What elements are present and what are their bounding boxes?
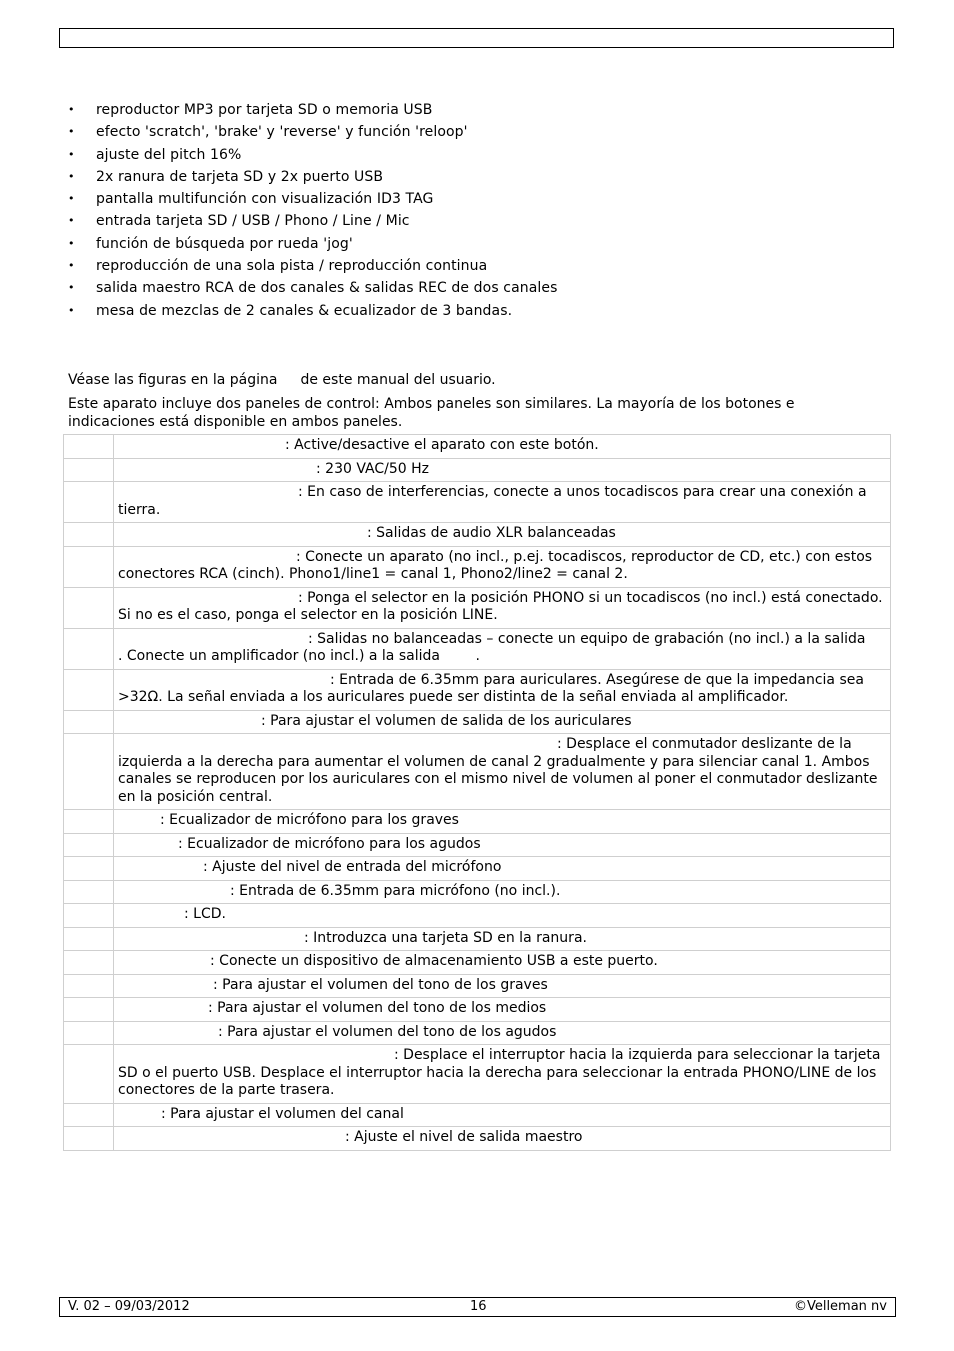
- description-text: : Conecte un dispositivo de almacenamiento USB a este puerto.: [210, 953, 658, 969]
- description-cell: [114, 1021, 891, 1045]
- features-list: [59, 99, 558, 322]
- table-row: [64, 1045, 891, 1104]
- footer-page-number: 16: [470, 1299, 487, 1314]
- feature-item: [59, 99, 558, 121]
- bullet-icon: •: [68, 259, 75, 273]
- description-cell: [114, 880, 891, 904]
- header-box: [59, 28, 894, 48]
- description-cell: [114, 710, 891, 734]
- item-number-cell: [64, 927, 114, 951]
- item-number-cell: [64, 587, 114, 628]
- table-row: [64, 587, 891, 628]
- description-cell: [114, 482, 891, 523]
- description-text: : Introduzca una tarjeta SD en la ranura.: [304, 929, 587, 946]
- description-text: : Ajuste del nivel de entrada del micrófono: [203, 859, 502, 875]
- feature-item: [59, 233, 558, 255]
- table-row: [64, 951, 891, 975]
- feature-item: [59, 255, 558, 277]
- description-cell: [114, 546, 891, 587]
- description-text: : Active/desactive el aparato con este botón.: [285, 437, 599, 453]
- description-cell: [114, 857, 891, 881]
- bullet-icon: •: [68, 281, 75, 295]
- description-cell: [114, 974, 891, 998]
- footer-version: V. 02 – 09/03/2012: [68, 1299, 190, 1314]
- table-row: [64, 458, 891, 482]
- table-row: [64, 546, 891, 587]
- item-number-cell: [64, 546, 114, 587]
- description-text: : Ponga el selector en la posición PHONO si un tocadiscos (no incl.) está conectado. Si no es el caso, ponga el selector en la posición LINE.: [118, 589, 888, 623]
- description-cell: [114, 458, 891, 482]
- footer-copyright: ©Velleman nv: [793, 1299, 887, 1314]
- description-text: : Para ajustar el volumen del canal: [161, 1105, 404, 1122]
- controls-table: [63, 434, 897, 1151]
- description-cell: [114, 951, 891, 975]
- table-row: [64, 1103, 891, 1127]
- description-cell: [114, 734, 891, 810]
- feature-text: ajuste del pitch 16%: [96, 146, 242, 163]
- feature-item: [59, 166, 558, 188]
- feature-item: [59, 277, 558, 299]
- item-number-cell: [64, 710, 114, 734]
- feature-text: función de búsqueda por rueda 'jog': [96, 235, 353, 252]
- feature-item: [59, 144, 558, 166]
- bullet-icon: •: [68, 303, 75, 317]
- description-cell: [114, 1127, 891, 1151]
- description-cell: [114, 998, 891, 1022]
- description-text: : Para ajustar el volumen del tono de los medios: [208, 1000, 547, 1016]
- item-number-cell: [64, 1127, 114, 1151]
- feature-text: salida maestro RCA de dos canales & salidas REC de dos canales: [96, 280, 558, 297]
- description-cell: [114, 628, 897, 669]
- bullet-icon: •: [68, 214, 75, 228]
- figures-text-b: de este manual del usuario.: [300, 372, 496, 388]
- table-row: [64, 482, 891, 523]
- table-row: [64, 734, 891, 810]
- description-cell: [114, 1103, 891, 1127]
- description-cell: [114, 587, 891, 628]
- description-text: : Entrada de 6.35mm para micrófono (no incl.).: [230, 882, 561, 899]
- feature-text: mesa de mezclas de 2 canales & ecualizador de 3 bandas.: [96, 302, 513, 319]
- bullet-icon: •: [68, 147, 75, 161]
- description-text: : 230 VAC/50 Hz: [316, 460, 429, 477]
- table-row: [64, 857, 891, 881]
- table-row: [64, 1021, 891, 1045]
- item-number-cell: [64, 482, 114, 523]
- description-text: : Ecualizador de micrófono para los agudos: [178, 835, 481, 852]
- table-row: [64, 927, 891, 951]
- item-number-cell: [64, 523, 114, 547]
- item-number-cell: [64, 904, 114, 928]
- description-cell: [114, 1045, 891, 1104]
- table-row: [64, 435, 891, 459]
- description-text: : LCD.: [184, 906, 226, 922]
- item-number-cell: [64, 857, 114, 881]
- item-number-cell: [64, 1103, 114, 1127]
- item-number-cell: [64, 669, 114, 710]
- description-text: : En caso de interferencias, conecte a unos tocadiscos para crear una conexión a tierra.: [118, 484, 871, 518]
- item-number-cell: [64, 1021, 114, 1045]
- feature-item: [59, 188, 558, 210]
- bullet-icon: •: [68, 103, 75, 116]
- figures-reference: [68, 372, 868, 390]
- table-row: [64, 710, 891, 734]
- item-number-cell: [64, 734, 114, 810]
- description-text: : Salidas no balanceadas – conecte un equipo de grabación (no incl.) a la salida . Conecte un amplificador (no incl.) a la salida .: [118, 630, 897, 664]
- description-text: : Salidas de audio XLR balanceadas: [367, 525, 616, 541]
- item-number-cell: [64, 833, 114, 857]
- description-cell: [114, 833, 891, 857]
- item-number-cell: [64, 628, 114, 669]
- item-number-cell: [64, 974, 114, 998]
- figures-text-a: Véase las figuras en la página: [68, 372, 278, 388]
- table-row: [64, 904, 891, 928]
- table-row: [64, 1127, 891, 1151]
- item-number-cell: [64, 880, 114, 904]
- description-cell: [114, 927, 891, 951]
- description-cell: [114, 669, 891, 710]
- item-number-cell: [64, 435, 114, 459]
- feature-item: [59, 300, 558, 322]
- feature-text: reproductor MP3 por tarjeta SD o memoria USB: [96, 102, 433, 118]
- description-text: : Desplace el conmutador deslizante de la izquierda a la derecha para aumentar el volumen de canal 2 gradualmente y para silenciar canal 1. Ambos canales se reproducen por los auriculares con el mismo nivel de volumen al poner el conmutador deslizante en la posición central.: [118, 736, 882, 805]
- description-cell: [114, 904, 891, 928]
- description-text: : Ajuste el nivel de salida maestro: [345, 1129, 583, 1145]
- item-number-cell: [64, 998, 114, 1022]
- description-text: : Desplace el interruptor hacia la izquierda para seleccionar la tarjeta SD o el puerto USB. Desplace el interruptor hacia la derecha para seleccionar la entrada PHONO/LINE de los conectores de la parte trasera.: [118, 1047, 885, 1098]
- bullet-icon: •: [68, 192, 75, 206]
- description-cell: [114, 523, 891, 547]
- feature-item: [59, 121, 558, 143]
- table-row: [64, 880, 891, 904]
- feature-text: entrada tarjeta SD / USB / Phono / Line / Mic: [96, 213, 410, 230]
- table-row: [64, 628, 891, 669]
- feature-item: [59, 210, 558, 232]
- description-text: : Para ajustar el volumen de salida de los auriculares: [261, 712, 632, 729]
- description-cell: [114, 810, 891, 834]
- table-row: [64, 810, 891, 834]
- table-row: [64, 833, 891, 857]
- table-row: [64, 974, 891, 998]
- description-text: : Para ajustar el volumen del tono de los agudos: [218, 1023, 557, 1040]
- table-row: [64, 669, 891, 710]
- item-number-cell: [64, 458, 114, 482]
- table-row: [64, 998, 891, 1022]
- feature-text: pantalla multifunción con visualización ID3 TAG: [96, 191, 434, 208]
- bullet-icon: •: [68, 236, 75, 250]
- bullet-icon: •: [68, 125, 75, 139]
- bullet-icon: •: [68, 169, 75, 183]
- panels-paragraph: Este aparato incluye dos paneles de control: Ambos paneles son similares. La mayoría de los botones e indicaciones está disponible en ambos paneles.: [68, 396, 795, 430]
- feature-text: reproducción de una sola pista / reproducción continua: [96, 258, 488, 275]
- item-number-cell: [64, 951, 114, 975]
- item-number-cell: [64, 810, 114, 834]
- item-number-cell: [64, 1045, 114, 1104]
- description-text: : Para ajustar el volumen del tono de los graves: [213, 976, 548, 993]
- feature-text: 2x ranura de tarjeta SD y 2x puerto USB: [96, 168, 384, 185]
- description-cell: [114, 435, 891, 459]
- description-text: : Conecte un aparato (no incl., p.ej. tocadiscos, reproductor de CD, etc.) con estos conectores RCA (cinch). Phono1/line1 = canal 1, Phono2/line2 = canal 2.: [118, 548, 877, 582]
- table-row: [64, 523, 891, 547]
- description-text: : Entrada de 6.35mm para auriculares. Asegúrese de que la impedancia sea >32Ω. La señal enviada a los auriculares puede ser distinta de la señal enviada al amplificador.: [118, 671, 869, 705]
- feature-text: efecto 'scratch', 'brake' y 'reverse' y función 'reloop': [96, 124, 468, 141]
- footer: [59, 1297, 896, 1317]
- description-text: : Ecualizador de micrófono para los graves: [160, 812, 459, 828]
